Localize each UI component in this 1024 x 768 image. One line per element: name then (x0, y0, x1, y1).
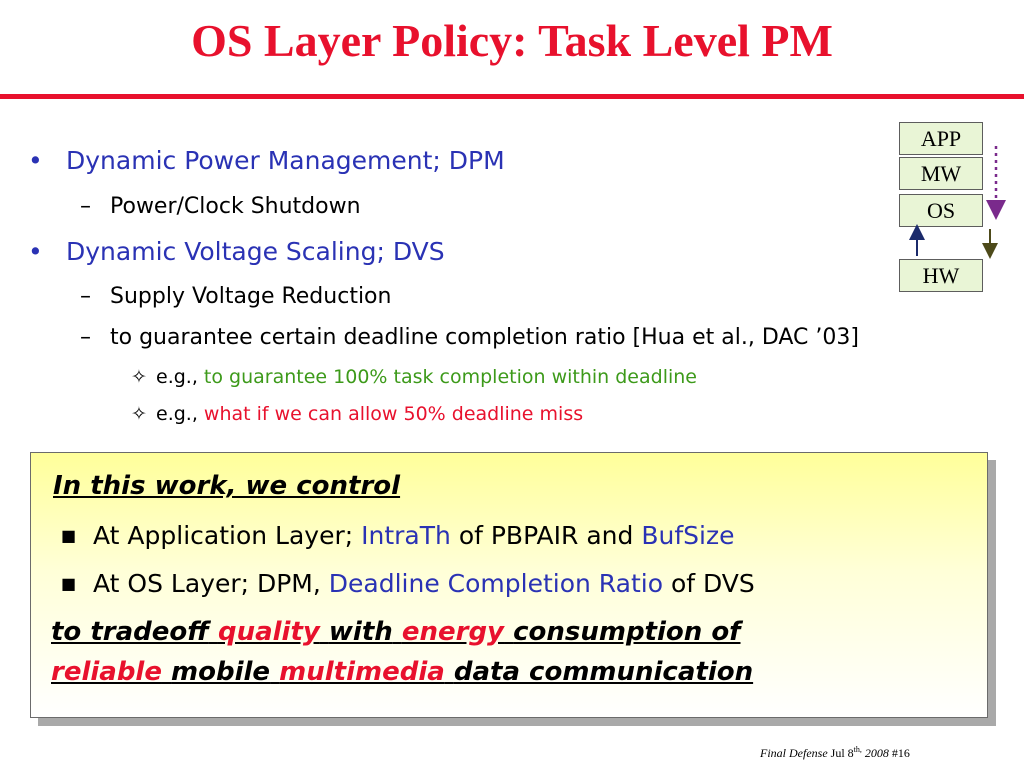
tradeoff-line-2 (51, 657, 753, 687)
item-app-term-intrath: IntraTh (361, 521, 451, 550)
footer-date: Jul 8 (830, 746, 854, 760)
highlight-heading: In this work, we control (53, 471, 401, 501)
dash-icon: – (80, 284, 91, 309)
square-bullet-icon: ■ (61, 574, 77, 593)
bullet-dot-icon: • (28, 146, 43, 175)
example-1-text: to guarantee 100% task completion within deadline (203, 366, 697, 388)
tradeoff-consumption: consumption of (513, 617, 741, 647)
tradeoff-multimedia: multimedia (279, 657, 445, 687)
square-bullet-icon: ■ (61, 526, 77, 545)
highlight-item-os (61, 569, 755, 598)
dash-icon: – (80, 194, 91, 219)
example-2-text: what if we can allow 50% deadline miss (203, 403, 584, 425)
tradeoff-quality: quality (217, 617, 320, 647)
highlight-item-app (61, 521, 734, 550)
item-app-term-bufsize: BufSize (641, 521, 735, 550)
item-app-prefix: At Application Layer; (93, 521, 354, 550)
example-prefix: e.g., (156, 366, 198, 388)
tradeoff-line-1 (51, 617, 741, 647)
bullet-dot-icon: • (28, 237, 43, 266)
star-outline-icon: ✧ (131, 403, 147, 425)
footer-label: Final Defense (760, 746, 828, 760)
item-app-mid: of PBPAIR and (458, 521, 634, 550)
item-os-prefix: At OS Layer; DPM, (93, 569, 321, 598)
footer-year: 2008 (864, 746, 889, 760)
tradeoff-with: with (328, 617, 393, 647)
tradeoff-energy: energy (401, 617, 505, 647)
layer-hw: HW (899, 259, 983, 292)
highlight-box (30, 452, 988, 718)
tradeoff-reliable: reliable (51, 657, 162, 687)
tradeoff-text: to tradeoff (51, 617, 209, 647)
tradeoff-data-communication: data communication (453, 657, 754, 687)
example-prefix: e.g., (156, 403, 198, 425)
bullet-dpm-text: Dynamic Power Management; DPM (66, 146, 505, 175)
bullet-dvs-text: Dynamic Voltage Scaling; DVS (66, 237, 445, 266)
sub-bullet-dpm-text: Power/Clock Shutdown (110, 194, 361, 219)
sub-bullet-dvs-2-text: to guarantee certain deadline completion ratio [Hua et al., DAC ’03] (110, 325, 859, 350)
star-outline-icon: ✧ (131, 366, 147, 388)
layer-os: OS (899, 194, 983, 227)
sub-bullet-dvs-1-text: Supply Voltage Reduction (110, 284, 392, 309)
item-os-term: Deadline Completion Ratio (328, 569, 663, 598)
tradeoff-mobile: mobile (171, 657, 271, 687)
slide-title: OS Layer Policy: Task Level PM (191, 15, 833, 66)
dash-icon: – (80, 325, 91, 350)
slide-footer (760, 745, 910, 761)
page-number: #16 (891, 746, 910, 760)
layer-app: APP (899, 122, 983, 155)
item-os-suffix: of DVS (670, 569, 755, 598)
footer-date-suffix: th, (853, 745, 862, 754)
layer-mw: MW (899, 157, 983, 190)
